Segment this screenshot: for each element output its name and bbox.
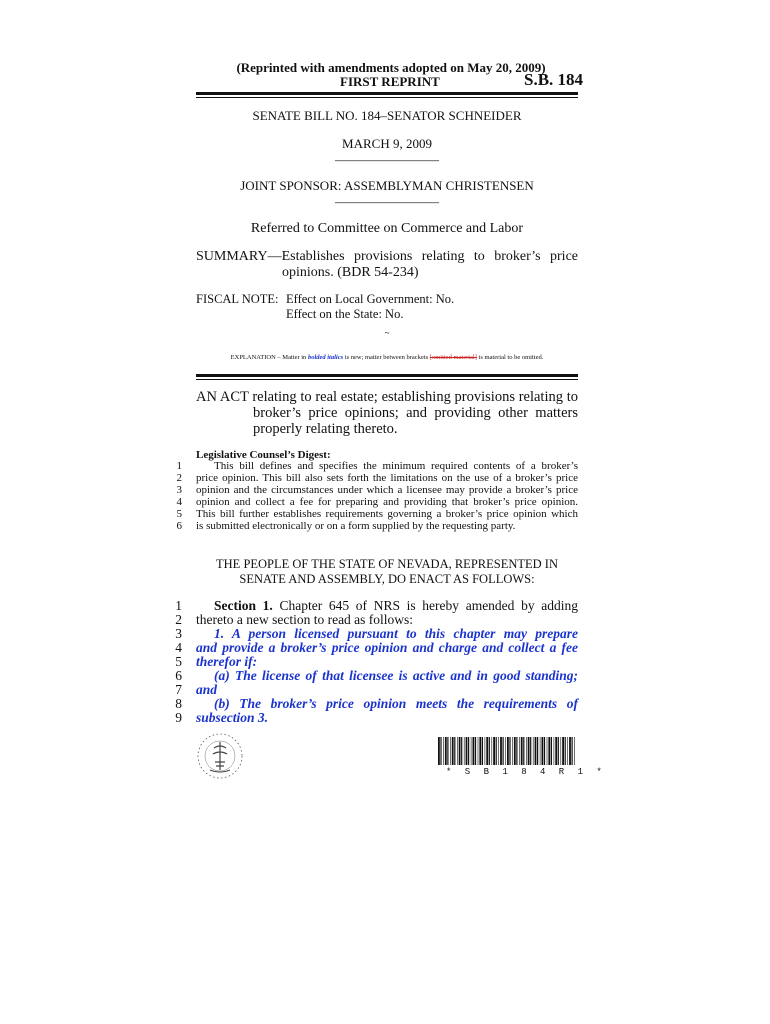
enacting-line: SENATE AND ASSEMBLY, DO ENACT AS FOLLOWS: <box>239 572 535 586</box>
bill-number: S.B. 184 <box>524 70 584 89</box>
enacting-line: THE PEOPLE OF THE STATE OF NEVADA, REPRESENTED IN <box>216 557 558 571</box>
section-rule-thin <box>196 379 578 380</box>
barcode-bar <box>514 737 516 765</box>
section-rule <box>196 374 578 377</box>
barcode-bar <box>464 737 465 765</box>
divider-dash: ———————— <box>335 152 439 167</box>
barcode-bar <box>565 737 566 765</box>
barcode-icon <box>438 737 578 765</box>
barcode-bar <box>450 737 451 765</box>
barcode-bar <box>537 737 538 765</box>
barcode-bar <box>562 737 564 765</box>
barcode-bar <box>561 737 562 765</box>
body-line: (b) The broker’s price opinion meets the requirements of <box>214 696 578 711</box>
act-line: broker’s price opinions; and providing other matters <box>253 405 578 421</box>
barcode-bar <box>535 737 537 765</box>
line-number: 2 <box>176 472 182 484</box>
line-number: 6 <box>175 668 182 683</box>
header-rule <box>196 92 578 95</box>
explanation-omitted: [omitted material] <box>429 354 477 361</box>
section-text: Chapter 645 of NRS is hereby amended by adding <box>279 598 579 613</box>
body-line: subsection 3. <box>196 710 269 725</box>
barcode-bar <box>461 737 462 765</box>
barcode-bar <box>558 737 559 765</box>
barcode-bar <box>496 737 497 765</box>
digest-line: price opinion. This bill also sets forth the limitations on the use of a broker’s price <box>196 472 578 484</box>
act-title <box>196 389 578 437</box>
barcode-bar <box>569 737 571 765</box>
barcode-bar <box>492 737 493 765</box>
barcode-bar <box>519 737 520 765</box>
act-line: AN ACT relating to real estate; establishing provisions relating to <box>196 389 578 405</box>
barcode-bar <box>512 737 513 765</box>
line-number: 8 <box>175 696 182 711</box>
barcode-bar <box>548 737 550 765</box>
barcode-bar <box>503 737 504 765</box>
reprint-note: (Reprinted with amendments adopted on May 20, 2009) <box>236 60 546 75</box>
barcode-bar <box>544 737 545 765</box>
summary-line: SUMMARY—Establishes provisions relating to broker’s price <box>196 249 578 264</box>
committee-referral: Referred to Committee on Commerce and Labor <box>250 221 524 236</box>
barcode-bar <box>459 737 461 765</box>
barcode-bar <box>528 737 530 765</box>
barcode-bar <box>445 737 447 765</box>
barcode-bar <box>471 737 472 765</box>
line-number: 3 <box>176 484 182 496</box>
body-line: and <box>196 682 218 697</box>
barcode-bar <box>498 737 499 765</box>
tilde-mark: ~ <box>384 328 390 338</box>
line-number: 9 <box>175 710 182 725</box>
barcode-bar <box>516 737 517 765</box>
explanation-prefix: EXPLANATION – Matter in <box>230 354 308 361</box>
line-number: 3 <box>175 626 182 641</box>
section-label: Section 1. <box>214 598 273 613</box>
body-line: thereto a new section to read as follows: <box>196 612 414 627</box>
digest-line: opinion and collect a fee for preparing and providing that broker’s price opinion. <box>196 496 578 508</box>
digest-line: is submitted electronically or on a form supplied by the requesting party. <box>196 520 516 532</box>
barcode-bar <box>574 737 575 765</box>
explanation-bold: bolded italics <box>307 354 344 361</box>
act-line: properly relating thereto. <box>253 421 398 437</box>
barcode-bar <box>473 737 475 765</box>
barcode-bar <box>547 737 548 765</box>
barcode-bar <box>526 737 527 765</box>
barcode-bar <box>493 737 495 765</box>
body-line: (a) The license of that licensee is active and in good standing; <box>214 668 578 683</box>
digest-line: This bill further establishes requirements governing a broker’s price opinion which <box>196 508 578 520</box>
enacting-clause <box>196 557 578 587</box>
barcode-bar <box>475 737 476 765</box>
barcode-bar <box>457 737 458 765</box>
header-rule-thin <box>196 97 578 98</box>
bill-title: SENATE BILL NO. 184–SENATOR SCHNEIDER <box>252 108 522 123</box>
barcode-bar <box>447 737 448 765</box>
line-number: 6 <box>176 520 182 532</box>
digest-line: This bill defines and specifies the minimum required contents of a broker’s <box>214 460 578 472</box>
explanation-suffix: is material to be omitted. <box>476 354 544 361</box>
barcode-bar <box>551 737 552 765</box>
barcode-bar <box>438 737 440 765</box>
body-line: and provide a broker’s price opinion and charge and collect a fee <box>196 640 578 655</box>
line-number: 1 <box>176 460 182 472</box>
barcode-bar <box>478 737 479 765</box>
explanation-note <box>196 354 578 361</box>
summary-line: opinions. (BDR 54-234) <box>282 265 419 280</box>
barcode-bar <box>523 737 524 765</box>
divider-dash: ———————— <box>335 194 439 209</box>
fiscal-label: FISCAL NOTE: <box>196 292 279 306</box>
fiscal-note <box>196 292 578 322</box>
barcode-bar <box>505 737 506 765</box>
barcode-bar <box>507 737 509 765</box>
body-line: therefor if: <box>196 654 258 669</box>
fiscal-local: Effect on Local Government: No. <box>286 292 455 306</box>
barcode-bar <box>521 737 523 765</box>
digest-line: opinion and the circumstances under which a licensee may provide a broker’s price <box>196 484 578 496</box>
barcode-bar <box>542 737 544 765</box>
barcode-bar <box>509 737 510 765</box>
barcode-bar <box>500 737 502 765</box>
fiscal-state: Effect on the State: No. <box>286 307 404 321</box>
barcode-bar <box>555 737 557 765</box>
explanation-mid: is new; matter between brackets <box>343 354 430 361</box>
body-line: 1. A person licensed pursuant to this chapter may prepare <box>214 626 578 641</box>
barcode-text: * S B 1 8 4 R 1 * <box>446 767 606 777</box>
summary <box>196 249 578 281</box>
barcode-bar <box>468 737 469 765</box>
barcode-bar <box>454 737 455 765</box>
line-number: 5 <box>175 654 182 669</box>
barcode-bar <box>482 737 483 765</box>
digest-title: Legislative Counsel’s Digest: <box>196 449 331 461</box>
barcode-bar <box>489 737 490 765</box>
reprint-label: FIRST REPRINT <box>340 74 440 89</box>
barcode-bar <box>440 737 441 765</box>
line-number: 4 <box>175 640 182 655</box>
line-number: 1 <box>175 598 182 613</box>
barcode-bar <box>530 737 531 765</box>
line-number: 4 <box>176 496 182 508</box>
barcode-bar <box>554 737 555 765</box>
bill-date: MARCH 9, 2009 <box>342 136 432 151</box>
barcode-bar <box>485 737 486 765</box>
barcode-bar <box>486 737 488 765</box>
body-line <box>196 598 578 613</box>
line-number: 2 <box>175 612 182 627</box>
state-seal-icon <box>196 732 244 780</box>
barcode-bar <box>540 737 541 765</box>
barcode-bar <box>443 737 444 765</box>
joint-sponsor: JOINT SPONSOR: ASSEMBLYMAN CHRISTENSEN <box>240 178 534 193</box>
barcode-bar <box>533 737 534 765</box>
line-number: 5 <box>176 508 182 520</box>
barcode-bar <box>479 737 481 765</box>
barcode-bar <box>466 737 468 765</box>
barcode-bar <box>572 737 573 765</box>
line-number: 7 <box>175 682 182 697</box>
barcode-bar <box>452 737 454 765</box>
barcode-bar <box>567 737 568 765</box>
